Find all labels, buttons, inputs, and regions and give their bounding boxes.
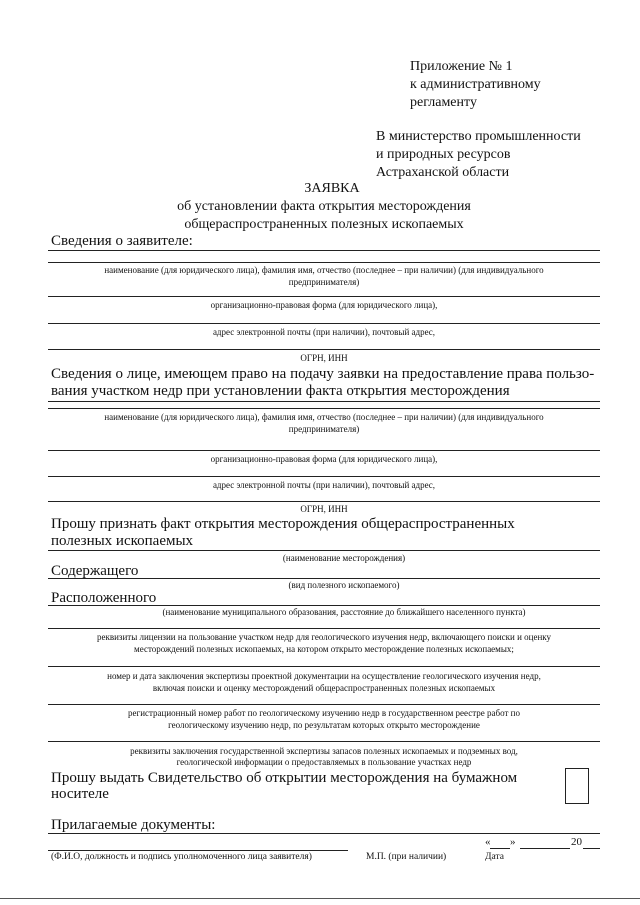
page-bottom-rule [0,898,640,899]
location-caption: (наименование муниципального образования, расстояние до ближайшего населенного пункта) [162,607,526,617]
date-year-prefix: 20 [571,836,582,848]
subsoil-user-heading-underline [48,401,600,402]
applicant-form-caption: организационно-правовая форма (для юридического лица), [210,300,438,310]
appendix-line-1: Приложение № 1 [410,59,513,74]
applicant-name-caption-2: предпринимателя) [288,277,360,287]
applicant-ogrn-caption: ОГРН, ИНН [300,353,348,363]
subsoil-user-name-caption-2: предпринимателя) [288,424,360,434]
applicant-address-line[interactable] [48,323,600,324]
appendix-line-3: регламенту [410,95,477,110]
deposit-name-line[interactable] [48,550,600,551]
subsoil-user-heading-1: Сведения о лице, имеющем право на подачу заявки на предоставление права пользо- [51,366,595,382]
applicant-heading-underline [48,250,600,251]
mineral-type-caption: (вид полезного ископаемого) [288,580,400,590]
signature-date-caption: Дата [485,852,504,862]
subsoil-user-name-line[interactable] [48,408,600,409]
expertise-caption-2: включая поиски и оценку месторождений общераспространенных полезных ископаемых [152,683,496,693]
paper-certificate-checkbox[interactable] [565,768,589,804]
subsoil-user-heading-2: вания участком недр при установлении факта открытия месторождения [51,383,510,399]
reserves-caption-2: геологической информации о предоставляемых в пользование участках недр [176,757,472,767]
appendix-line-2: к административному [410,77,541,92]
applicant-form-line[interactable] [48,296,600,297]
applicant-address-caption: адрес электронной почты (при наличии), почтовый адрес, [212,327,436,337]
applicant-heading: Сведения о заявителе: [51,233,193,249]
reserves-caption-1: реквизиты заключения государственной экспертизы запасов полезных ископаемых и подземных вод, [130,746,518,756]
title-sub-1: об установлении факта открытия месторождения [177,199,471,214]
date-close-quote: » [510,836,516,848]
request-text-1: Прошу признать факт открытия месторождения общераспространенных [51,516,515,532]
subsoil-user-ogrn-caption: ОГРН, ИНН [300,504,348,514]
attachments-heading: Прилагаемые документы: [51,817,216,833]
subsoil-user-form-line[interactable] [48,450,600,451]
date-day-line[interactable] [490,848,510,849]
title-sub-2: общераспространенных полезных ископаемых [184,217,464,232]
applicant-name-line[interactable] [48,262,600,263]
license-caption-2: месторождений полезных ископаемых, на котором открыто месторождение полезных ископаемых; [134,644,514,654]
date-month-line[interactable] [520,848,570,849]
addressee-line-2: и природных ресурсов [376,147,511,162]
signature-stamp-caption: М.П. (при наличии) [366,852,447,862]
expertise-line[interactable] [48,666,600,667]
certificate-text-2: носителе [51,786,109,802]
subsoil-user-name-caption-1: наименование (для юридического лица), фамилия имя, отчество (последнее – при наличии) (для индивидуального [104,412,544,422]
addressee-line-3: Астраханской области [376,165,510,180]
signature-person-caption: (Ф.И.О, должность и подпись уполномоченного лица заявителя) [51,852,312,862]
applicant-name-caption-1: наименование (для юридического лица), фамилия имя, отчество (последнее – при наличии) (для индивидуального [104,265,544,275]
title-main: ЗАЯВКА [304,181,360,196]
appendix-block [410,58,610,112]
registry-caption-1: регистрационный номер работ по геологическому изучению недр в государственном реестре работ по [128,708,520,718]
reserves-line[interactable] [48,741,600,742]
expertise-caption-1: номер и дата заключения экспертизы проектной документации на осуществление геологического изучения недр, [107,671,541,681]
subsoil-user-address-caption: адрес электронной почты (при наличии), почтовый адрес, [212,480,436,490]
license-line[interactable] [48,628,600,629]
subsoil-user-ogrn-line[interactable] [48,501,600,502]
registry-line[interactable] [48,704,600,705]
attachments-underline [48,833,600,834]
license-caption-1: реквизиты лицензии на пользование участком недр для геологического изучения недр, включающего поиски и оценку [96,632,552,642]
subsoil-user-address-line[interactable] [48,476,600,477]
date-year-line[interactable] [583,848,600,849]
title-block [48,180,600,234]
applicant-ogrn-line[interactable] [48,349,600,350]
subsoil-user-form-caption: организационно-правовая форма (для юридического лица), [210,454,438,464]
request-text-2: полезных ископаемых [51,533,194,549]
certificate-text-1: Прошу выдать Свидетельство об открытии месторождения на бумажном [51,770,518,786]
deposit-name-caption: (наименование месторождения) [282,553,406,563]
addressee-line-1: В министерство промышленности [376,129,581,144]
signature-line[interactable] [48,850,348,851]
date-open-quote: « [485,836,491,848]
addressee-block [376,128,616,182]
registry-caption-2: геологическому изучению недр, по результатам которых открыто месторождение [168,720,480,730]
located-label: Расположенного [51,590,157,606]
containing-label: Содержащего [51,563,139,579]
